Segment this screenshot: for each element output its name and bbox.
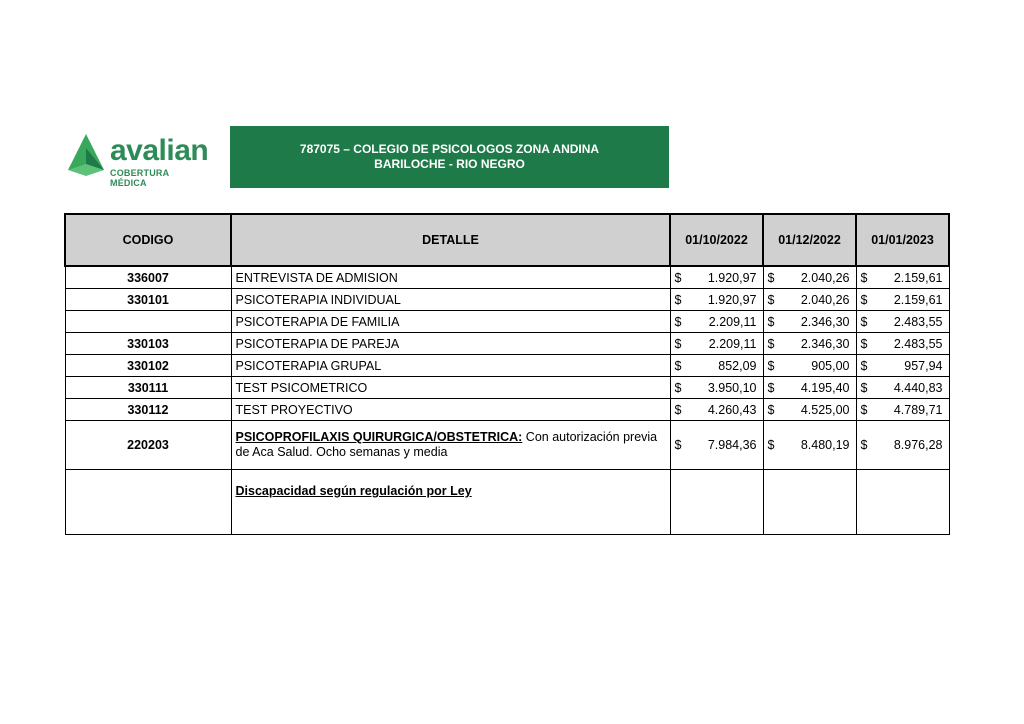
price-value: 957,94 — [904, 358, 943, 373]
price-value: 2.040,26 — [800, 292, 850, 307]
currency-symbol: $ — [767, 292, 775, 307]
row-detail: ENTREVISTA DE ADMISION — [231, 266, 670, 289]
currency-symbol: $ — [860, 380, 868, 395]
currency-symbol: $ — [860, 270, 868, 285]
avalian-logo-icon — [66, 134, 106, 176]
row-code: 336007 — [65, 266, 231, 289]
price-value: 4.195,40 — [800, 380, 850, 395]
banner-line-1: 787075 – COLEGIO DE PSICOLOGOS ZONA ANDINA — [299, 142, 600, 156]
currency-symbol: $ — [674, 358, 682, 373]
row-price-2 — [763, 311, 856, 333]
price-value: 4.525,00 — [800, 402, 850, 417]
price-table — [64, 213, 950, 535]
row-detail: TEST PSICOMETRICO — [231, 377, 670, 399]
price-value: 2.483,55 — [893, 314, 943, 329]
price-value: 4.260,43 — [707, 402, 757, 417]
currency-symbol: $ — [860, 402, 868, 417]
price-value: 2.040,26 — [800, 270, 850, 285]
empty-cell — [763, 470, 856, 535]
currency-symbol: $ — [767, 336, 775, 351]
currency-symbol: $ — [860, 358, 868, 373]
row-price-1 — [670, 311, 763, 333]
row-price-2 — [763, 399, 856, 421]
empty-cell — [65, 470, 231, 535]
price-value: 2.209,11 — [708, 314, 757, 329]
table-row — [65, 377, 949, 399]
row-code — [65, 311, 231, 333]
empty-cell — [670, 470, 763, 535]
row-price-1 — [670, 399, 763, 421]
footer-note-text: Discapacidad según regulación por Ley — [235, 484, 472, 498]
footer-note — [231, 470, 670, 535]
header-date-2: 01/12/2022 — [763, 214, 856, 266]
currency-symbol: $ — [674, 292, 682, 307]
row-price-1 — [670, 355, 763, 377]
detail-rest: Con autorización previa de Aca Salud. Ocho semanas y media — [235, 430, 658, 459]
price-value: 1.920,97 — [707, 292, 757, 307]
price-value: 4.789,71 — [893, 402, 943, 417]
currency-symbol: $ — [767, 402, 775, 417]
currency-symbol: $ — [860, 292, 868, 307]
row-price-2 — [763, 333, 856, 355]
currency-symbol: $ — [767, 314, 775, 329]
row-code: 330112 — [65, 399, 231, 421]
row-detail: TEST PROYECTIVO — [231, 399, 670, 421]
row-code: 330111 — [65, 377, 231, 399]
row-code: 220203 — [65, 421, 231, 470]
currency-symbol: $ — [674, 402, 682, 417]
price-value: 2.159,61 — [893, 292, 943, 307]
price-value: 8.976,28 — [893, 438, 943, 452]
table-row — [65, 333, 949, 355]
currency-symbol: $ — [767, 438, 775, 452]
price-value: 1.920,97 — [707, 270, 757, 285]
row-price-2 — [763, 289, 856, 311]
row-price-2 — [763, 355, 856, 377]
currency-symbol: $ — [767, 270, 775, 285]
empty-cell — [856, 470, 949, 535]
currency-symbol: $ — [674, 314, 682, 329]
price-value: 7.984,36 — [707, 438, 757, 452]
row-detail: PSICOTERAPIA INDIVIDUAL — [231, 289, 670, 311]
header-code: CODIGO — [65, 214, 231, 266]
row-price-3 — [856, 289, 949, 311]
table-row — [65, 399, 949, 421]
row-price-3 — [856, 377, 949, 399]
row-price-1 — [670, 421, 763, 470]
row-detail — [231, 421, 670, 470]
header-date-3: 01/01/2023 — [856, 214, 949, 266]
table-row — [65, 311, 949, 333]
table-header-row — [65, 214, 949, 266]
price-value: 2.346,30 — [800, 314, 850, 329]
currency-symbol: $ — [674, 438, 682, 452]
currency-symbol: $ — [674, 336, 682, 351]
currency-symbol: $ — [674, 270, 682, 285]
row-price-3 — [856, 311, 949, 333]
price-value: 8.480,19 — [800, 438, 850, 452]
table-row-special — [65, 421, 949, 470]
row-code: 330103 — [65, 333, 231, 355]
logo-wordmark: avalian — [110, 134, 209, 167]
price-value: 2.483,55 — [893, 336, 943, 351]
currency-symbol: $ — [860, 438, 868, 452]
price-value: 2.159,61 — [893, 270, 943, 285]
table-row — [65, 266, 949, 289]
price-value: 2.346,30 — [800, 336, 850, 351]
title-banner — [230, 126, 669, 188]
price-value: 2.209,11 — [708, 336, 757, 351]
row-code: 330102 — [65, 355, 231, 377]
row-price-1 — [670, 333, 763, 355]
table-row — [65, 289, 949, 311]
currency-symbol: $ — [767, 380, 775, 395]
row-price-1 — [670, 289, 763, 311]
row-price-3 — [856, 333, 949, 355]
currency-symbol: $ — [860, 314, 868, 329]
row-price-3 — [856, 355, 949, 377]
row-price-3 — [856, 266, 949, 289]
row-price-1 — [670, 377, 763, 399]
currency-symbol: $ — [860, 336, 868, 351]
logo-tagline: COBERTURA MÉDICA — [110, 168, 169, 188]
currency-symbol: $ — [767, 358, 775, 373]
currency-symbol: $ — [674, 380, 682, 395]
row-detail: PSICOTERAPIA DE PAREJA — [231, 333, 670, 355]
price-value: 905,00 — [811, 358, 850, 373]
row-detail: PSICOTERAPIA DE FAMILIA — [231, 311, 670, 333]
row-price-1 — [670, 266, 763, 289]
table-row — [65, 355, 949, 377]
header-detail: DETALLE — [231, 214, 670, 266]
price-value: 852,09 — [718, 358, 757, 373]
row-price-2 — [763, 377, 856, 399]
row-detail: PSICOTERAPIA GRUPAL — [231, 355, 670, 377]
row-price-2 — [763, 266, 856, 289]
header-date-1: 01/10/2022 — [670, 214, 763, 266]
avalian-logo — [66, 132, 209, 188]
row-price-2 — [763, 421, 856, 470]
row-price-3 — [856, 421, 949, 470]
row-price-3 — [856, 399, 949, 421]
table-row-footer — [65, 470, 949, 535]
banner-line-2: BARILOCHE - RIO NEGRO — [374, 157, 525, 171]
detail-bold-title: PSICOPROFILAXIS QUIRURGICA/OBSTETRICA: — [235, 430, 523, 444]
price-value: 3.950,10 — [707, 380, 757, 395]
row-code: 330101 — [65, 289, 231, 311]
price-value: 4.440,83 — [893, 380, 943, 395]
